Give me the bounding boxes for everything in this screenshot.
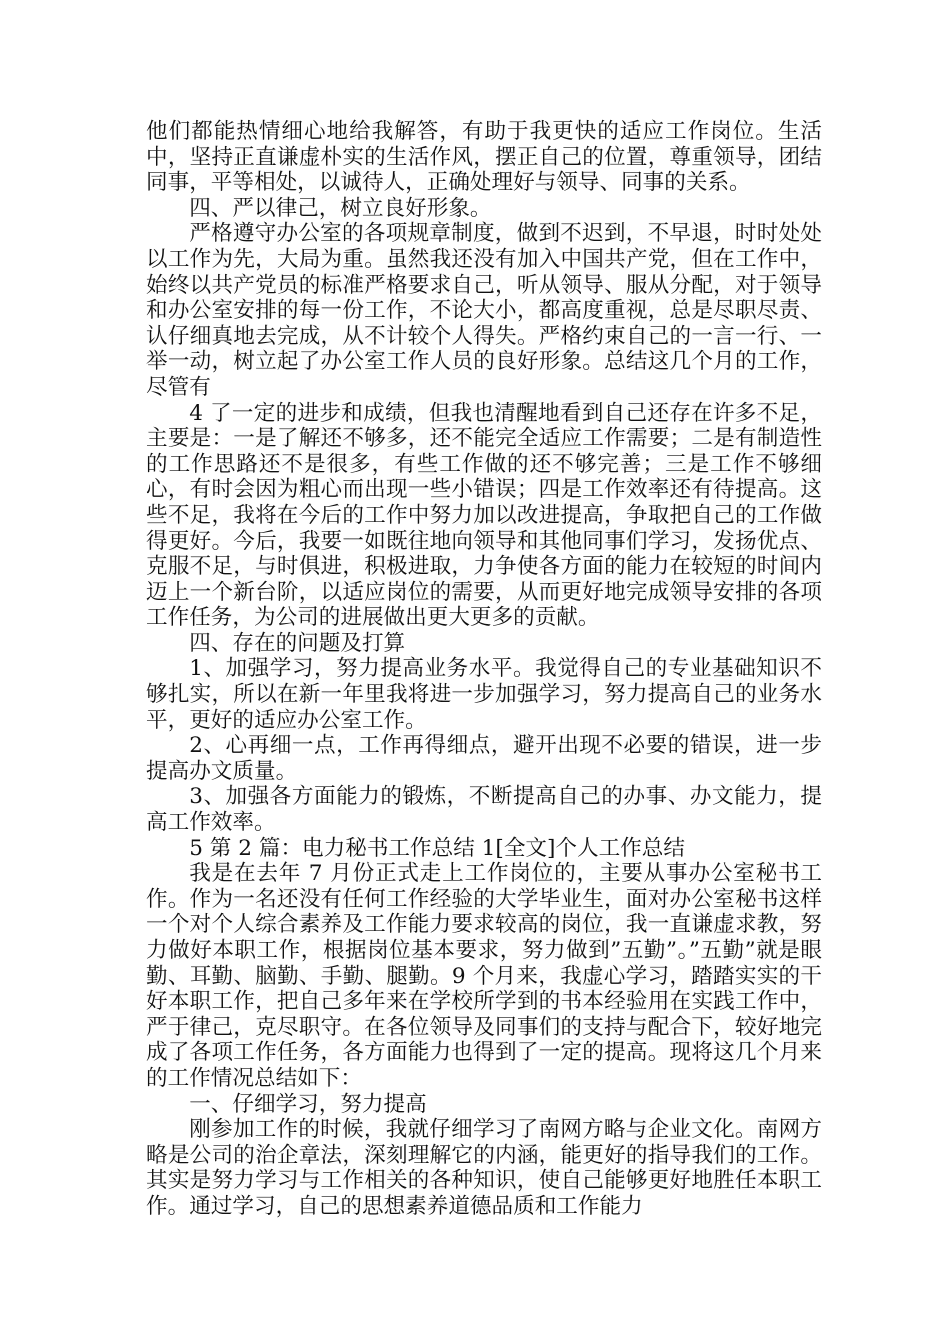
section-heading: 一、仔细学习，努力提高 (189, 1091, 427, 1117)
document-body (146, 119, 822, 1220)
list-item: 3、加强各方面能力的锻炼，不断提高自己的办事、办文能力，提高工作效率。 (146, 784, 822, 836)
paragraph: 刚参加工作的时候，我就仔细学习了南网方略与企业文化。南网方略是公司的治企章法，深刻理解它的内涵，能更好的指导我们的工作。其实是努力学习与工作相关的各种知识，使自己能够更好地胜任本职工作。通过学习，自己的思想素养道德品质和工作能力 (146, 1117, 822, 1219)
list-item: 2、心再细一点，工作再得细点，避开出现不必要的错误，进一步提高办文质量。 (146, 733, 822, 784)
paragraph: 我是在去年 7 月份正式走上工作岗位的，主要从事办公室秘书工作。作为一名还没有任何工作经验的大学毕业生，面对办公室秘书这样一个对个人综合素养及工作能力要求较高的岗位，我一直谦虚求教，努力做好本职工作，根据岗位基本要求，努力做到”五勤”。”五勤”就是眼勤、耳勤、脑勤、手勤、腿勤。9 个月来，我虚心学习，踏踏实实的干好本职工作，把自己多年来在学校所学到的书本经验用在实践工作中，严于律己，克尽职守。在各位领导及同事们的支持与配合下，较好地完成了各项工作任务，各方面能力也得到了一定的提高。现将这几个月来的工作情况总结如下： (146, 861, 822, 1091)
section-heading: 四、存在的问题及打算 (189, 630, 406, 656)
paragraph: 他们都能热情细心地给我解答，有助于我更快的适应工作岗位。生活中，坚持正直谦虚朴实的生活作风，摆正自己的位置，尊重领导，团结同事，平等相处，以诚待人，正确处理好与领导、同事的关系。 (146, 119, 822, 196)
section-heading: 四、严以律己，树立良好形象。 (189, 195, 492, 221)
paragraph: 严格遵守办公室的各项规章制度，做到不迟到，不早退，时时处处以工作为先，大局为重。虽然我还没有加入中国共产党，但在工作中，始终以共产党员的标准严格要求自己，听从领导、服从分配，对于领导和办公室安排的每一份工作，不论大小，都高度重视，总是尽职尽责、认仔细真地去完成，从不计较个人得失。严格约束自己的一言一行、一举一动，树立起了办公室工作人员的良好形象。总结这几个月的工作，尽管有 (146, 221, 822, 400)
paragraph: 4 了一定的进步和成绩，但我也清醒地看到自己还存在许多不足，主要是：一是了解还不够多，还不能完全适应工作需要；二是有制造性的工作思路还不是很多，有些工作做的还不够完善；三是工作不够细心，有时会因为粗心而出现一些小错误；四是工作效率还有待提高。这些不足，我将在今后的工作中努力加以改进提高，争取把自己的工作做得更好。今后，我要一如既往地向领导和其他同事们学习，发扬优点、克服不足，与时俱进，积极进取，力争使各方面的能力在较短的时间内迈上一个新台阶，以适应岗位的需要，从而更好地完成领导安排的各项工作任务，为公司的进展做出更大更多的贡献。 (146, 400, 822, 631)
article-title: 5 第 2 篇：电力秘书工作总结 1[全文]个人工作总结 (189, 835, 685, 861)
list-item: 1、加强学习，努力提高业务水平。我觉得自己的专业基础知识不够扎实，所以在新一年里我将进一步加强学习，努力提高自己的业务水平，更好的适应办公室工作。 (146, 656, 822, 733)
